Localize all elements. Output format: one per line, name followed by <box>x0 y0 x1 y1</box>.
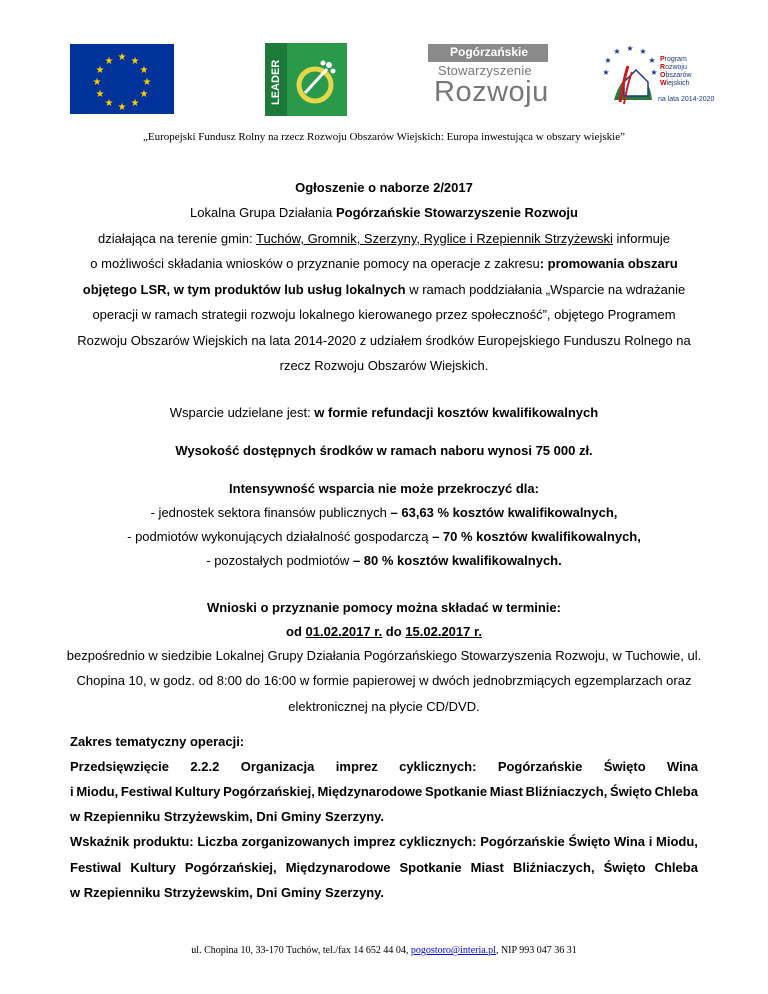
support-form: Wsparcie udzielane jest: w formie refundacji kosztów kwalifikowalnych <box>169 405 599 420</box>
leader-logo <box>265 43 347 116</box>
indicator-line-2: Festiwal Kultury Pogórzańskiej, Międzynarodowe Spotkanie Miast Bliźniaczych, Święto Chleba <box>70 860 698 875</box>
svg-text:★: ★ <box>117 52 127 63</box>
intro-line-4: o możliwości składania wniosków o przyznanie pomocy na operacje z zakresu: promowania obszaru <box>90 256 678 271</box>
footer-contact <box>0 945 768 956</box>
svg-text:★: ★ <box>604 56 612 65</box>
scope-line-3: w Rzepienniku Strzyżewskim, Dni Gminy Szerzyny. <box>70 809 385 824</box>
announcement-title: Ogłoszenie o naborze 2/2017 <box>295 180 473 195</box>
deadline-from: 01.02.2017 r. <box>305 624 383 639</box>
scope-line-1: Przedsięwzięcie 2.2.2 Organizacja imprez cyklicznych: Pogórzańskie Święto Wina <box>70 759 698 774</box>
intro-line-2: Lokalna Grupa Działania Pogórzańskie Stowarzyszenie Rozwoju <box>190 205 578 220</box>
intro-line-7: Rozwoju Obszarów Wiejskich na lata 2014-2020 z udziałem środków Europejskiego Funduszu Rolnego na <box>77 333 691 348</box>
svg-text:★: ★ <box>104 98 114 109</box>
municipalities-list: Tuchów, Gromnik, Szerzyny, Ryglice i Rzepiennik Strzyżewski <box>256 231 613 246</box>
intensity-other: - pozostałych podmiotów – 80 % kosztów kwalifikowalnych. <box>206 553 562 568</box>
intro-line-3: działająca na terenie gmin: Tuchów, Gromnik, Szerzyny, Ryglice i Rzepiennik Strzyżewski informuje <box>98 231 670 246</box>
svg-text:★: ★ <box>626 44 634 53</box>
psr-logo-line1: Pogórzańskie <box>450 45 529 59</box>
deadline-to: 15.02.2017 r. <box>405 624 482 639</box>
svg-text:★: ★ <box>95 89 105 100</box>
prow-emblem-icon <box>602 42 658 114</box>
svg-text:★: ★ <box>130 56 140 67</box>
intensity-public: - jednostek sektora finansów publicznych – 63,63 % kosztów kwalifikowalnych, <box>150 505 618 520</box>
intro-line-5: objętego LSR, w tym produktów lub usług lokalnych w ramach poddziałania „Wsparcie na wdrażanie <box>82 282 686 297</box>
svg-text:★: ★ <box>142 77 152 88</box>
footer-address: ul. Chopina 10, 33-170 Tuchów, tel./fax 14 652 44 04, <box>191 945 411 956</box>
psr-logo-line3: Rozwoju <box>434 76 549 108</box>
fund-tagline: „Europejski Fundusz Rolny na rzecz Rozwoju Obszarów Wiejskich: Europa inwestująca w obszary wiejskie” <box>143 131 625 143</box>
svg-text:★: ★ <box>613 47 621 56</box>
deadline-dates: od 01.02.2017 r. do 15.02.2017 r. <box>286 624 482 639</box>
leader-text: LEADER <box>270 59 282 105</box>
prow-logo-years: na lata 2014-2020 <box>658 96 715 103</box>
svg-text:★: ★ <box>139 89 149 100</box>
place-line-3: elektronicznej na płycie CD/DVD. <box>288 699 480 714</box>
scope-title: Zakres tematyczny operacji: <box>70 734 245 749</box>
indicator-line-3: w Rzepienniku Strzyżewskim, Dni Gminy Szerzyny. <box>70 885 385 900</box>
eu-flag-icon <box>70 44 174 114</box>
intensity-business: - podmiotów wykonujących działalność gospodarczą – 70 % kosztów kwalifikowalnych, <box>127 529 641 544</box>
psr-logo-line2: Stowarzyszenie <box>438 63 532 78</box>
intensity-title: Intensywność wsparcia nie może przekroczyć dla: <box>229 481 539 496</box>
svg-text:★: ★ <box>648 56 656 65</box>
intro-line-8: rzecz Rozwoju Obszarów Wiejskich. <box>279 358 489 373</box>
svg-text:★: ★ <box>602 68 610 77</box>
footer-email-link[interactable]: pogostoro@interia.pl <box>410 945 496 956</box>
intro-line-6: operacji w ramach strategii rozwoju lokalnego kierowanego przez społeczność”, objętego Programem <box>92 307 676 322</box>
svg-text:★: ★ <box>139 65 149 76</box>
svg-text:★: ★ <box>639 47 647 56</box>
place-line-1: bezpośrednio w siedzibie Lokalnej Grupy Działania Pogórzańskiego Stowarzyszenia Rozwoju, w Tuchowie, ul. <box>66 648 702 663</box>
scope-line-2: i Miodu, Festiwal Kultury Pogórzańskiej, Międzynarodowe Spotkanie Miast Bliźniaczych, Święto Chleba <box>70 784 698 799</box>
svg-text:★: ★ <box>92 77 102 88</box>
svg-text:★: ★ <box>130 98 140 109</box>
prow-logo <box>602 42 732 114</box>
available-amount: Wysokość dostępnych środków w ramach naboru wynosi 75 000 zł. <box>175 443 593 458</box>
footer-nip: , NIP 993 047 36 31 <box>495 945 577 956</box>
prow-logo-text: Program Rozwoju Obszarów Wiejskich <box>660 56 692 87</box>
deadline-title: Wnioski o przyznanie pomocy można składać w terminie: <box>207 600 561 615</box>
svg-text:★: ★ <box>117 102 127 113</box>
svg-text:★: ★ <box>650 68 658 77</box>
psr-logo <box>428 44 548 114</box>
place-line-2: Chopina 10, w godz. od 8:00 do 16:00 w formie papierowej w dwóch jednobrzmiących egzemplarzach oraz <box>76 673 692 688</box>
indicator-line-1: Wskaźnik produktu: Liczba zorganizowanych imprez cyklicznych: Pogórzańskie Święto Wina i Miodu, <box>70 834 698 849</box>
svg-text:★: ★ <box>95 65 105 76</box>
logo-strip <box>0 38 768 118</box>
svg-text:★: ★ <box>104 56 114 67</box>
